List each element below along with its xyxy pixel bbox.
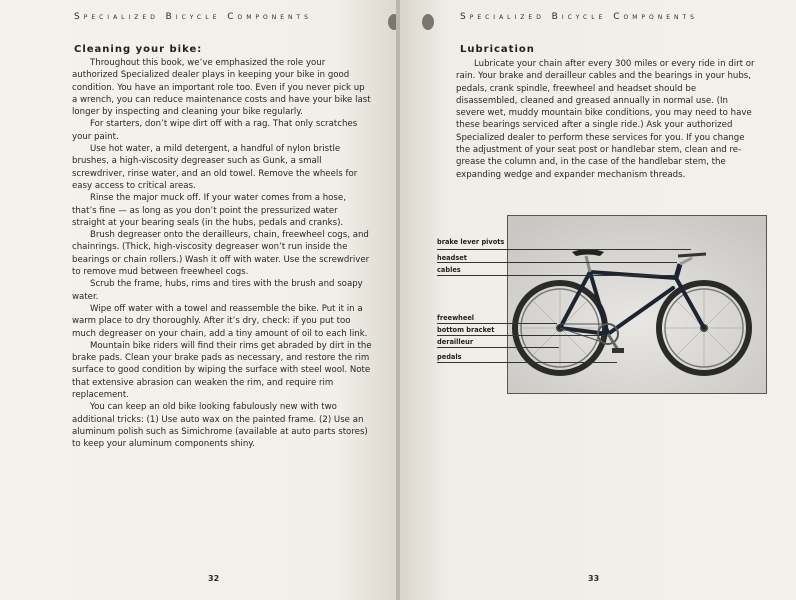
section-title-cleaning: Cleaning your bike: [74,44,203,55]
page-number-left: 32 [208,574,220,583]
label-freewheel: freewheel [437,314,475,322]
running-header-left: Specialized Bicycle Components [74,12,312,22]
paragraph: Rinse the major muck off. If your water comes from a hose, that’s fine — as long as you don’t point the pressurized water straight at your bearing seals (in the hubs, pedals and cranks). [72,193,346,228]
paragraph: Brush degreaser onto the derailleurs, chain, freewheel cogs, and chainrings. (Thick, high-viscosity degreaser won’t run inside the bearings or chain rollers.) Wash it off with water. Use the screwdriver to remove mud between freewheel cogs. [72,230,370,278]
paragraph: Wipe off water with a towel and reassemble the bike. Put it in a warm place to dry thoroughly. After it’s dry, check: if you put too much degreaser on your chain, add a tiny amount of oil to each link. [72,303,368,339]
lubrication-body-text [456,58,756,181]
leader-line [437,335,607,336]
leader-line [437,275,675,276]
running-header-right: Specialized Bicycle Components [460,12,698,22]
paragraph: Lubricate your chain after every 300 miles or every ride in dirt or rain. Your brake and derailleur cables and the bearings in your hubs, pedals, crank spindle, freewheel and headset should be disassembled, cleaned and greased annually in normal use. (In severe wet, muddy mountain bike conditions, you may need to have these bearings serviced after a single ride.) Ask your authorized Specialized dealer to perform these services for you. If you change the adjustment of your seat post or handlebar stem, clean and re-grease the column and, in the case of the handlebar stem, the expanding wedge and expander mechanism threads. [456,59,755,180]
paragraph: Throughout this book, we’ve emphasized the role your authorized Specialized dealer plays in keeping your bike in good condition. You have an important role too. Even if you never pick up a wrench, you can reduce maintenance costs and have your bike last longer by inspecting and cleaning your bike regularly. [72,58,371,118]
paragraph: You can keep an old bike looking fabulously new with two additional tricks: (1) Use auto wax on the painted frame. (2) Use an aluminum polish such as Simichrome (available at auto parts stores) to keep your aluminum components shiny. [72,402,368,450]
leader-line [437,249,691,250]
leader-line [437,262,677,263]
leader-line [437,347,559,348]
label-brake-lever-pivots: brake lever pivots [437,238,505,246]
binding-hole-icon [422,14,434,30]
leader-line [437,362,617,363]
page-number-right: 33 [588,574,600,583]
label-derailleur: derailleur [437,338,474,346]
bicycle-illustration-icon [508,216,766,393]
leader-line [437,323,557,324]
label-bottom-bracket: bottom bracket [437,326,495,334]
paragraph: Use hot water, a mild detergent, a handful of nylon bristle brushes, a high-viscosity degreaser such as Gunk, a small screwdriver, rinse water, and an old towel. Remove the wheels for easy access to critical areas. [72,144,358,191]
section-title-lubrication: Lubrication [460,44,535,55]
label-headset: headset [437,254,467,262]
paragraph: Mountain bike riders will find their rims get abraded by dirt in the brake pads. Clean your brake pads as necessary, and restore the rim surface to good condition by wiping the surface with steel wool. Note that extensive abrasion can weaken the rim, and require rim replacement. [72,340,372,401]
book-gutter [396,0,400,600]
label-cables: cables [437,266,461,274]
cleaning-body-text [72,57,372,451]
paragraph: For starters, don’t wipe dirt off with a rag. That only scratches your paint. [72,119,358,142]
paragraph: Scrub the frame, hubs, rims and tires with the brush and soapy water. [72,279,363,302]
bicycle-photo [507,215,767,394]
label-pedals: pedals [437,353,462,361]
